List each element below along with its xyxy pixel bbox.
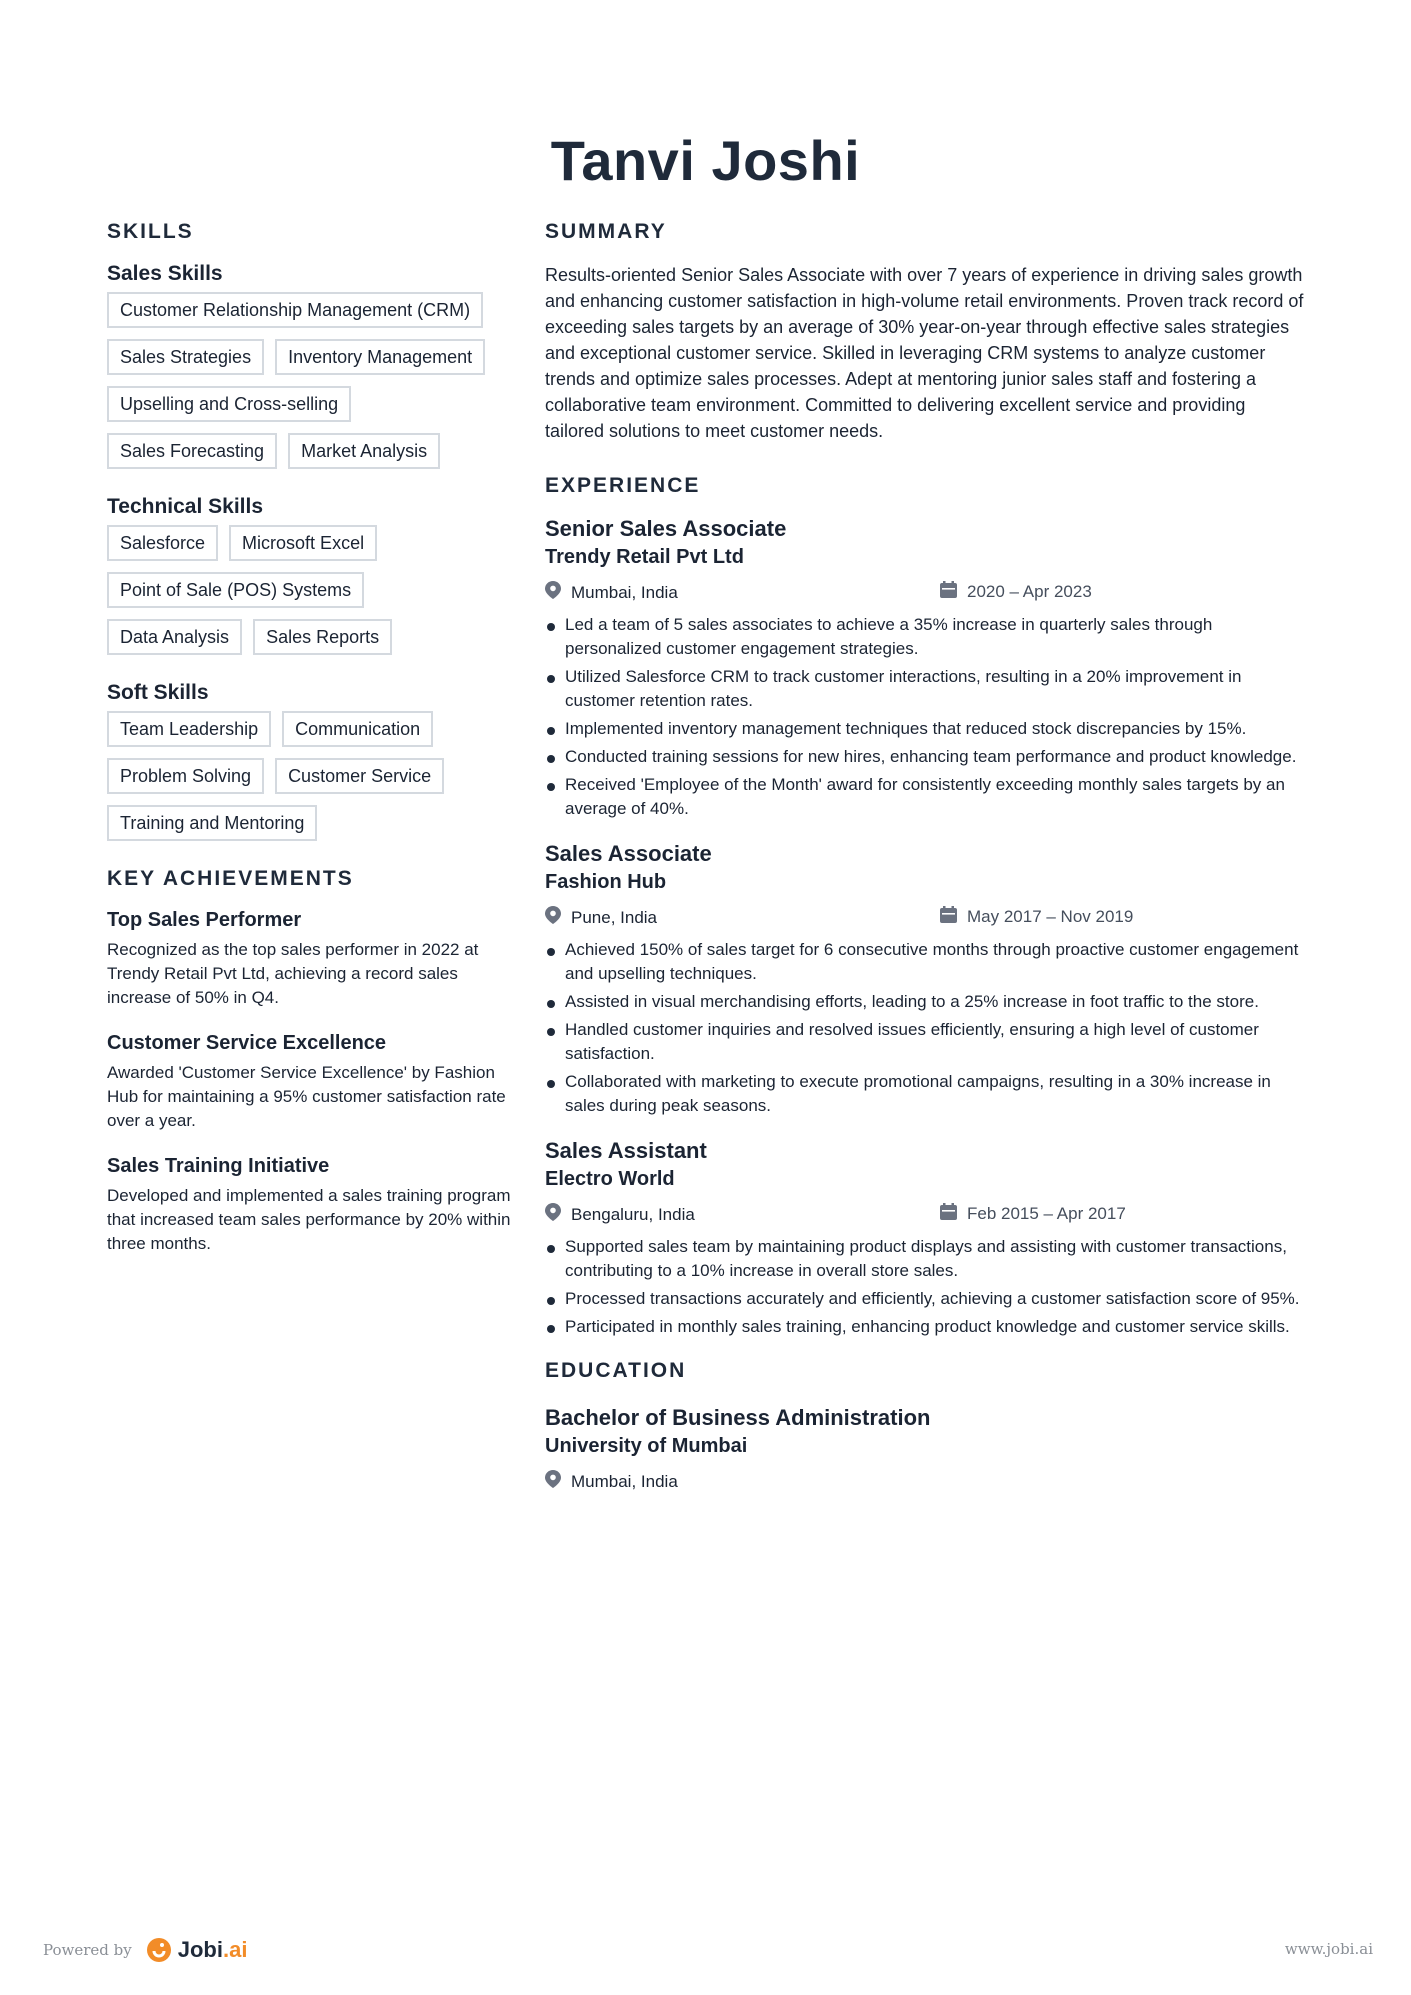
achievements-list bbox=[107, 909, 517, 1256]
skills-heading: SKILLS bbox=[107, 220, 194, 243]
skill-chip: Sales Reports bbox=[253, 619, 392, 655]
experience-item bbox=[545, 1138, 1305, 1339]
candidate-name: Tanvi Joshi bbox=[550, 129, 861, 192]
skill-chips bbox=[107, 292, 507, 469]
skills-groups bbox=[107, 262, 517, 841]
job-meta bbox=[545, 581, 1305, 607]
company-name: Fashion Hub bbox=[545, 871, 667, 893]
left-column bbox=[107, 220, 517, 1278]
skill-chips bbox=[107, 525, 507, 655]
powered-by-text: Powered by bbox=[43, 1941, 132, 1959]
map-pin-icon bbox=[545, 581, 561, 604]
job-location bbox=[545, 906, 657, 929]
achievement-title: Sales Training Initiative bbox=[107, 1155, 330, 1177]
job-bullet: Conducted training sessions for new hires, enhancing team performance and product knowledge. bbox=[545, 745, 1305, 769]
education-degree: Bachelor of Business Administration bbox=[545, 1405, 931, 1430]
skill-chip: Inventory Management bbox=[275, 339, 485, 375]
achievements-heading: KEY ACHIEVEMENTS bbox=[107, 867, 354, 890]
footer-branding bbox=[43, 1937, 247, 1963]
achievement-title: Top Sales Performer bbox=[107, 909, 302, 931]
skill-chips bbox=[107, 711, 507, 841]
education-heading: EDUCATION bbox=[545, 1359, 687, 1382]
job-bullets bbox=[545, 1235, 1305, 1339]
skill-group-title: Sales Skills bbox=[107, 262, 223, 285]
skill-chip: Market Analysis bbox=[288, 433, 440, 469]
calendar-icon bbox=[940, 581, 957, 603]
company-name: Trendy Retail Pvt Ltd bbox=[545, 546, 744, 568]
job-location-text: Pune, India bbox=[571, 907, 658, 927]
job-title: Senior Sales Associate bbox=[545, 516, 787, 541]
job-dates bbox=[940, 906, 1133, 928]
education-school: University of Mumbai bbox=[545, 1435, 748, 1457]
job-bullet: Collaborated with marketing to execute promotional campaigns, resulting in a 30% increase in sales during peak seasons. bbox=[545, 1070, 1305, 1118]
job-location bbox=[545, 581, 678, 604]
experience-heading: EXPERIENCE bbox=[545, 474, 701, 497]
skill-chip: Customer Relationship Management (CRM) bbox=[107, 292, 483, 328]
job-dates-text: Feb 2015 – Apr 2017 bbox=[967, 1204, 1126, 1223]
job-meta bbox=[545, 1203, 1305, 1229]
job-bullet: Handled customer inquiries and resolved issues efficiently, ensuring a high level of customer satisfaction. bbox=[545, 1018, 1305, 1066]
skill-chip: Team Leadership bbox=[107, 711, 271, 747]
calendar-icon bbox=[940, 1203, 957, 1225]
skill-chip: Training and Mentoring bbox=[107, 805, 317, 841]
achievement-desc: Developed and implemented a sales training program that increased team sales performance by 20% within three months. bbox=[107, 1186, 511, 1253]
skill-chip: Microsoft Excel bbox=[229, 525, 377, 561]
achievement-title: Customer Service Excellence bbox=[107, 1032, 387, 1054]
job-bullet: Led a team of 5 sales associates to achieve a 35% increase in quarterly sales through personalized customer engagement strategies. bbox=[545, 613, 1305, 661]
footer-website[interactable]: www.jobi.ai bbox=[1284, 1940, 1373, 1958]
jobi-logo-icon bbox=[146, 1937, 172, 1963]
job-bullet: Supported sales team by maintaining product displays and assisting with customer transactions, contributing to a 10% increase in overall store sales. bbox=[545, 1235, 1305, 1283]
skill-chip: Problem Solving bbox=[107, 758, 264, 794]
job-meta bbox=[545, 906, 1305, 932]
logo-suffix: .ai bbox=[222, 1937, 248, 1962]
job-bullet: Processed transactions accurately and efficiently, achieving a customer satisfaction score of 95%. bbox=[545, 1287, 1305, 1311]
skill-chip: Sales Forecasting bbox=[107, 433, 277, 469]
job-bullet: Achieved 150% of sales target for 6 consecutive months through proactive customer engagement and upselling techniques. bbox=[545, 938, 1305, 986]
job-dates-text: May 2017 – Nov 2019 bbox=[967, 907, 1134, 926]
skill-chip: Data Analysis bbox=[107, 619, 242, 655]
experience-item bbox=[545, 516, 1305, 821]
job-bullet: Received 'Employee of the Month' award for consistently exceeding monthly sales targets by an average of 40%. bbox=[545, 773, 1305, 821]
skill-chip: Salesforce bbox=[107, 525, 218, 561]
map-pin-icon bbox=[545, 1470, 561, 1493]
summary-heading: SUMMARY bbox=[545, 220, 667, 243]
right-column bbox=[545, 220, 1305, 1502]
education-location bbox=[545, 1470, 678, 1493]
job-location bbox=[545, 1203, 695, 1226]
skill-chip: Upselling and Cross-selling bbox=[107, 386, 351, 422]
summary-text: Results-oriented Senior Sales Associate with over 7 years of experience in driving sales growth and enhancing customer satisfaction in high-volume retail environments. Proven track record of exceeding sales targets by an average of 30% year-on-year through effective sales strategies and exceptional customer service. Skilled in leveraging CRM systems to analyze customer trends and optimize sales processes. Adept at mentoring junior sales staff and fostering a collaborative team environment. Committed to delivering excellent service and providing tailored solutions to meet customer needs. bbox=[545, 265, 1304, 441]
skill-group-title: Soft Skills bbox=[107, 681, 209, 704]
job-bullet: Participated in monthly sales training, enhancing product knowledge and customer service skills. bbox=[545, 1315, 1305, 1339]
map-pin-icon bbox=[545, 906, 561, 929]
job-title: Sales Assistant bbox=[545, 1138, 707, 1163]
job-dates-text: 2020 – Apr 2023 bbox=[967, 582, 1092, 601]
education-location-text: Mumbai, India bbox=[571, 1471, 678, 1491]
calendar-icon bbox=[940, 906, 957, 928]
skill-chip: Sales Strategies bbox=[107, 339, 264, 375]
jobi-logo[interactable] bbox=[146, 1937, 248, 1963]
job-bullet: Utilized Salesforce CRM to track customer interactions, resulting in a 20% improvement in customer retention rates. bbox=[545, 665, 1305, 713]
experience-list bbox=[545, 516, 1305, 1339]
skill-chip: Point of Sale (POS) Systems bbox=[107, 572, 364, 608]
education-meta bbox=[545, 1470, 1305, 1496]
job-location-text: Bengaluru, India bbox=[571, 1204, 695, 1224]
skill-chip: Communication bbox=[282, 711, 433, 747]
achievement-desc: Awarded 'Customer Service Excellence' by Fashion Hub for maintaining a 95% customer satisfaction rate over a year. bbox=[107, 1063, 506, 1130]
job-dates bbox=[940, 581, 1092, 603]
job-location-text: Mumbai, India bbox=[571, 582, 678, 602]
skill-chip: Customer Service bbox=[275, 758, 444, 794]
job-dates bbox=[940, 1203, 1126, 1225]
job-bullet: Assisted in visual merchandising efforts, leading to a 25% increase in foot traffic to the store. bbox=[545, 990, 1305, 1014]
job-title: Sales Associate bbox=[545, 841, 712, 866]
job-bullets bbox=[545, 938, 1305, 1118]
map-pin-icon bbox=[545, 1203, 561, 1226]
job-bullets bbox=[545, 613, 1305, 821]
experience-item bbox=[545, 841, 1305, 1118]
achievement-desc: Recognized as the top sales performer in 2022 at Trendy Retail Pvt Ltd, achieving a record sales increase of 50% in Q4. bbox=[107, 940, 479, 1007]
skill-group-title: Technical Skills bbox=[107, 495, 264, 518]
company-name: Electro World bbox=[545, 1168, 675, 1190]
job-bullet: Implemented inventory management techniques that reduced stock discrepancies by 15%. bbox=[545, 717, 1305, 741]
logo-text: Jobi bbox=[177, 1937, 223, 1962]
